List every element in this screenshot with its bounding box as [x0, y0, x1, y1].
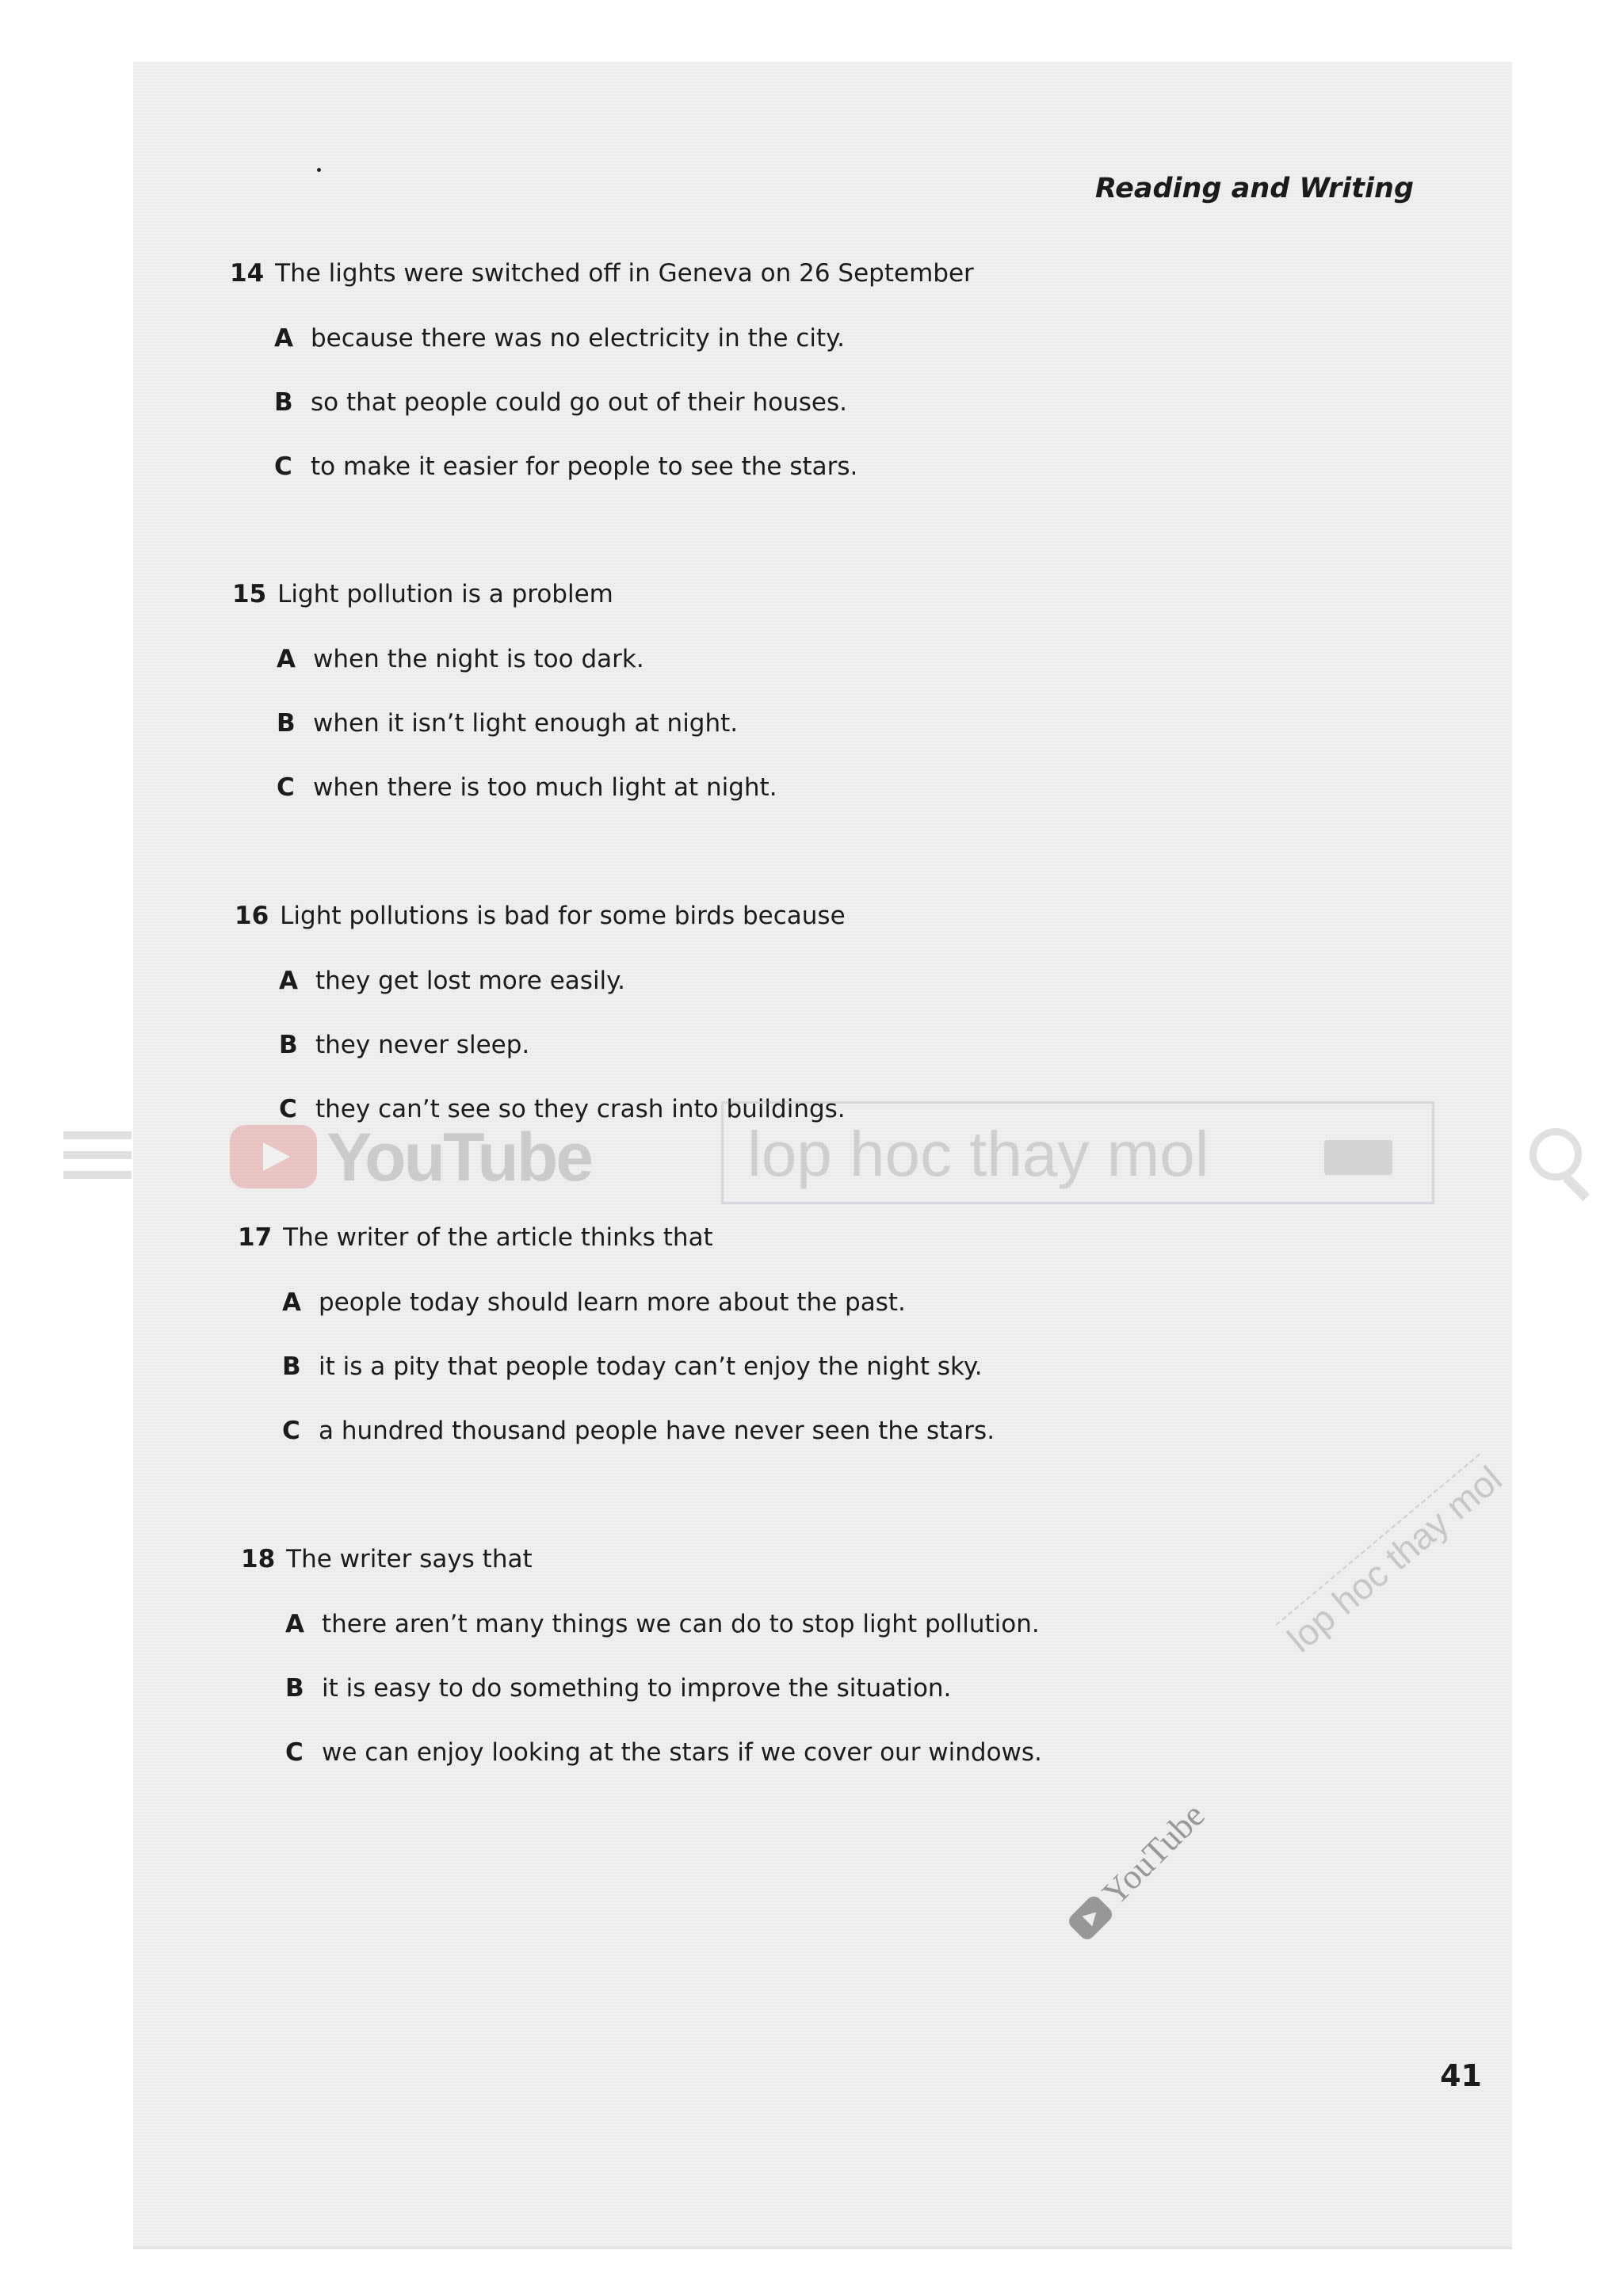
option-letter: A — [282, 1288, 301, 1317]
running-header: Reading and Writing — [1094, 173, 1414, 204]
option-c[interactable] — [285, 1737, 1350, 1768]
question-stem — [230, 257, 1339, 289]
option-list — [277, 643, 1342, 803]
option-text: people today should learn more about the past. — [319, 1288, 906, 1317]
page-edge-line — [133, 2247, 1512, 2249]
option-text: when it isn’t light enough at night. — [313, 709, 739, 738]
question-stem — [238, 1222, 1347, 1253]
option-letter: B — [279, 1031, 298, 1059]
option-c[interactable] — [274, 451, 1339, 482]
question-text: The lights were switched off in Geneva on 26 September — [275, 259, 974, 288]
question-text: Light pollutions is bad for some birds because — [280, 902, 846, 930]
question-14 — [230, 257, 1339, 482]
question-stem — [232, 578, 1342, 610]
option-a[interactable] — [277, 643, 1342, 675]
question-15 — [232, 578, 1342, 803]
option-text: they never sleep. — [315, 1031, 530, 1059]
question-18 — [241, 1543, 1350, 1768]
question-stem — [235, 900, 1344, 932]
option-letter: C — [274, 452, 292, 481]
option-c[interactable] — [277, 772, 1342, 803]
option-text: it is easy to do something to improve the situation. — [322, 1674, 952, 1703]
option-text: there aren’t many things we can do to stop light pollution. — [322, 1610, 1040, 1638]
option-text: they get lost more easily. — [315, 967, 625, 995]
option-letter: B — [285, 1674, 304, 1703]
option-letter: C — [279, 1095, 297, 1123]
watermark-logo: YouTube — [327, 1119, 592, 1196]
question-number: 15 — [232, 580, 267, 608]
option-text: they can’t see so they crash into buildings. — [315, 1095, 846, 1123]
option-text: because there was no electricity in the city. — [311, 324, 845, 353]
option-letter: C — [282, 1417, 300, 1445]
option-a[interactable] — [282, 1287, 1347, 1318]
option-letter: A — [279, 967, 298, 995]
page-number: 41 — [1440, 2058, 1482, 2093]
option-b[interactable] — [282, 1351, 1347, 1383]
option-b[interactable] — [279, 1029, 1344, 1061]
option-letter: C — [277, 773, 295, 802]
question-text: Light pollution is a problem — [277, 580, 613, 608]
option-text: when the night is too dark. — [313, 645, 644, 673]
watermark-search-box — [721, 1101, 1434, 1204]
question-number: 18 — [241, 1545, 276, 1573]
option-b[interactable] — [277, 707, 1342, 739]
option-list — [274, 322, 1339, 482]
option-text: we can enjoy looking at the stars if we cover our windows. — [322, 1738, 1042, 1767]
option-b[interactable] — [274, 387, 1339, 418]
print-speck — [317, 168, 321, 172]
question-number: 17 — [238, 1223, 273, 1252]
search-icon — [1529, 1128, 1582, 1180]
watermark-bar — [0, 1101, 1623, 1212]
option-letter: B — [282, 1352, 301, 1381]
option-text: so that people could go out of their houses. — [311, 388, 847, 417]
option-b[interactable] — [285, 1672, 1350, 1704]
option-text: a hundred thousand people have never seen the stars. — [319, 1417, 995, 1445]
keyboard-icon — [1324, 1140, 1392, 1175]
option-a[interactable] — [279, 965, 1344, 997]
question-number: 14 — [230, 259, 265, 288]
watermark-search-text: lop hoc thay mol — [747, 1119, 1209, 1189]
option-text: it is a pity that people today can’t enjoy the night sky. — [319, 1352, 983, 1381]
option-letter: C — [285, 1738, 304, 1767]
question-stem — [241, 1543, 1350, 1575]
option-list — [285, 1608, 1350, 1768]
option-letter: A — [274, 324, 293, 353]
question-16 — [235, 900, 1344, 1125]
option-c[interactable] — [282, 1415, 1347, 1447]
question-number: 16 — [235, 902, 269, 930]
option-a[interactable] — [285, 1608, 1350, 1640]
question-17 — [238, 1222, 1347, 1447]
option-list — [282, 1287, 1347, 1447]
option-a[interactable] — [274, 322, 1339, 354]
option-letter: A — [285, 1610, 304, 1638]
option-letter: B — [274, 388, 293, 417]
option-letter: A — [277, 645, 296, 673]
watermark-diagonal-logo-text: YouTube — [1094, 1795, 1212, 1913]
menu-icon — [63, 1131, 132, 1191]
play-icon — [230, 1125, 317, 1188]
option-text: to make it easier for people to see the stars. — [311, 452, 858, 481]
question-text: The writer says that — [286, 1545, 533, 1573]
watermark-diagonal-text: lop hoc thay mol — [1276, 1454, 1510, 1661]
option-letter: B — [277, 709, 296, 738]
option-text: when there is too much light at night. — [313, 773, 777, 802]
question-text: The writer of the article thinks that — [283, 1223, 713, 1252]
